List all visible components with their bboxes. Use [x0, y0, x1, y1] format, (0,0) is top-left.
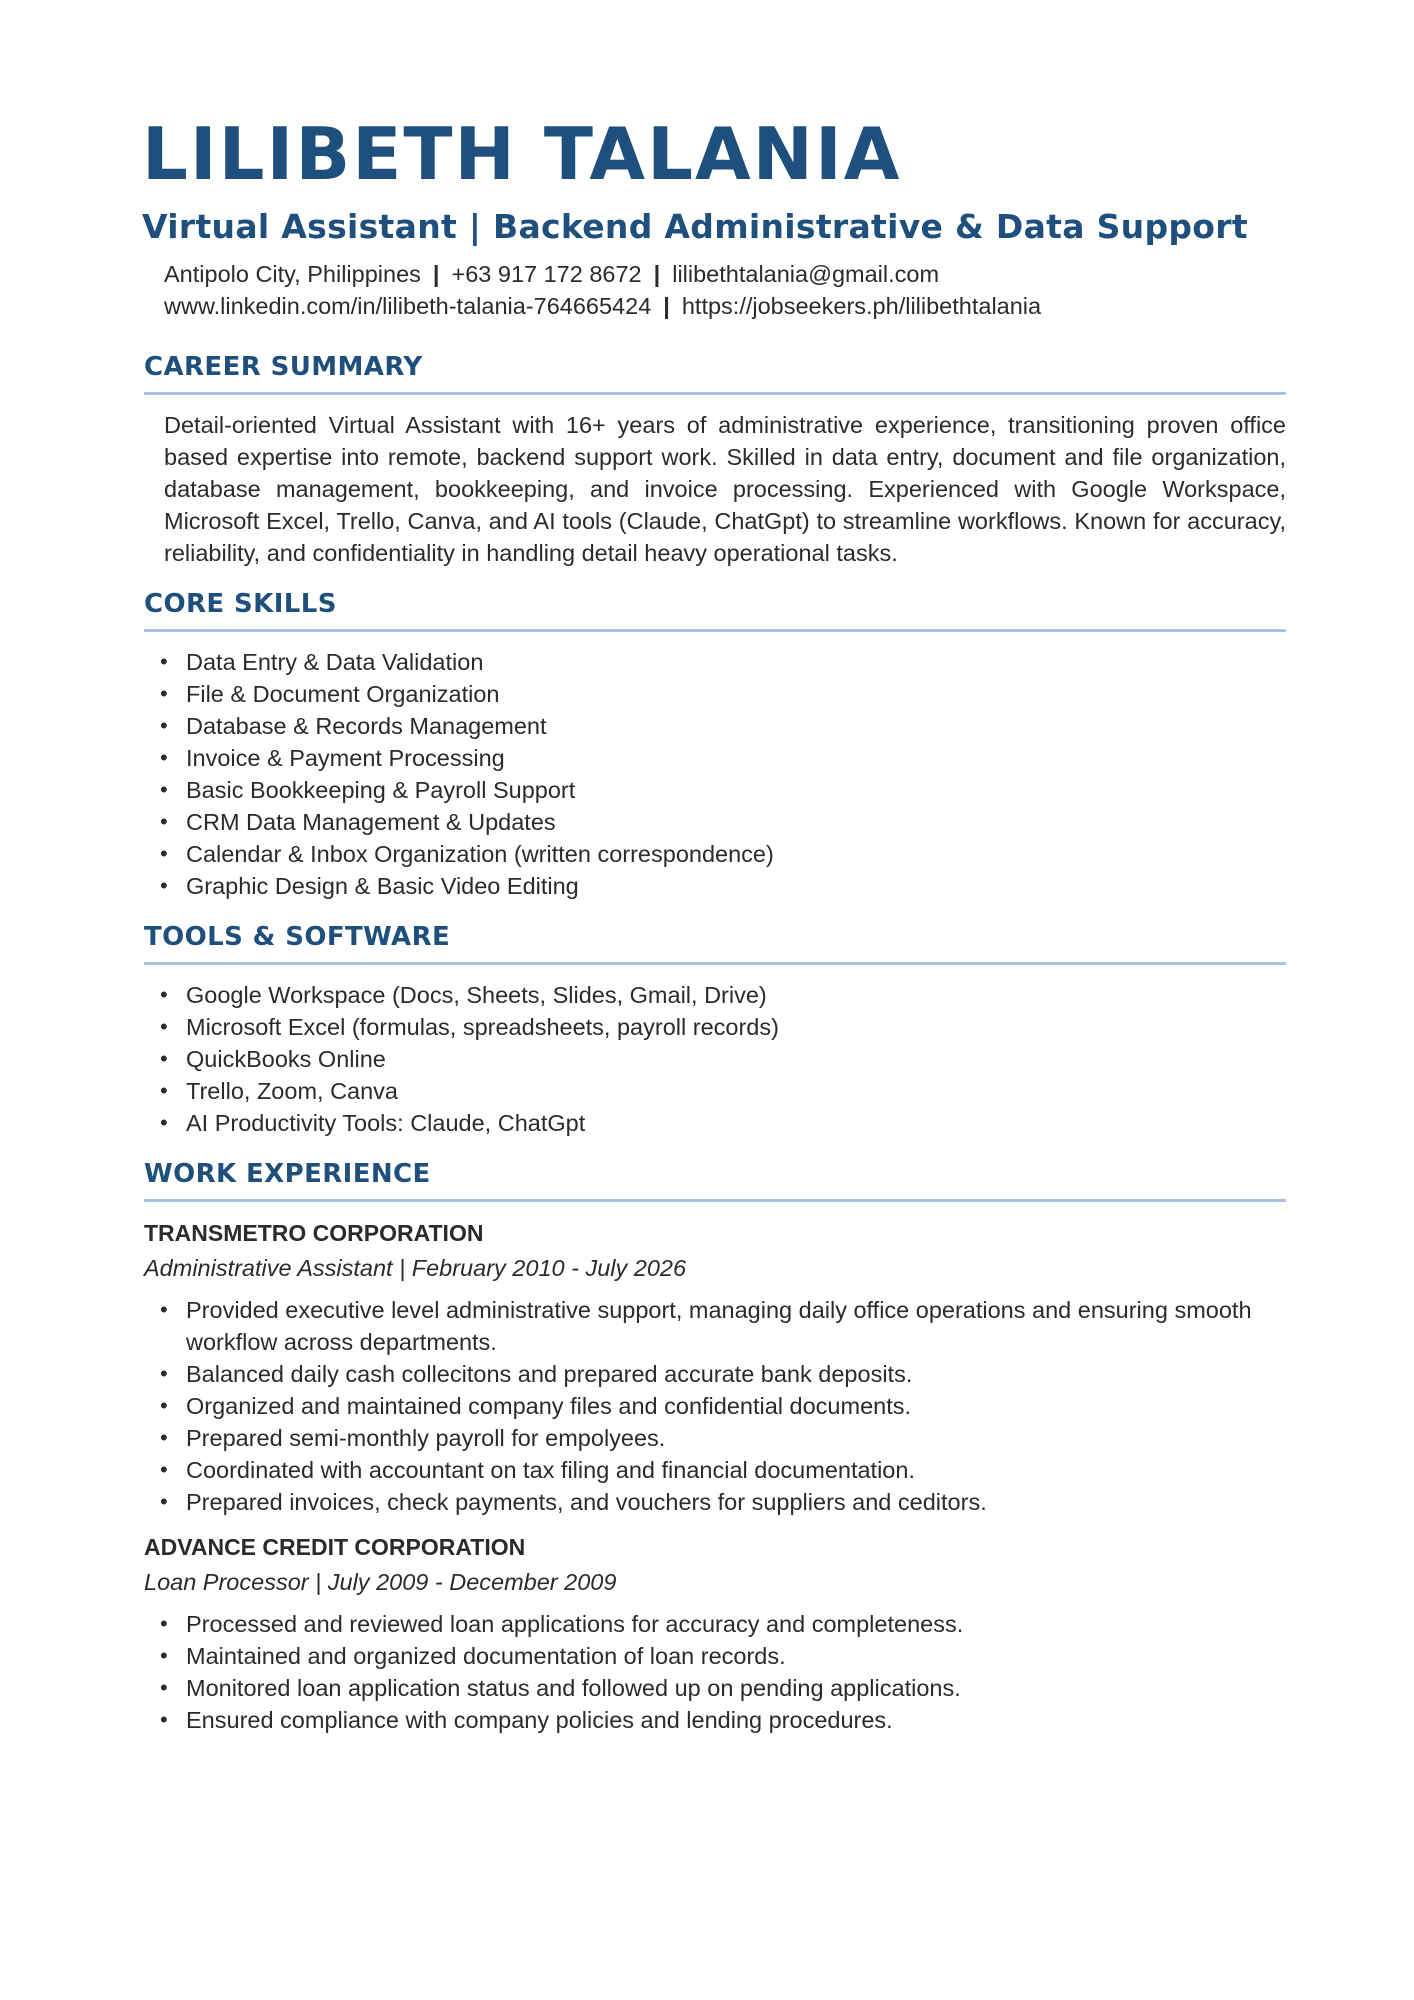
jobseekers-link[interactable]: https://jobseekers.ph/lilibethtalania	[681, 293, 1042, 319]
tools-software-section	[142, 920, 1286, 1139]
tools-list	[142, 979, 1286, 1139]
contact-line-2	[164, 290, 1286, 322]
list-item: • Ensured compliance with company policies and lending procedures.	[160, 1704, 1286, 1736]
list-item: • Coordinated with accountant on tax filing and financial documentation.	[160, 1454, 1286, 1486]
list-item: • Basic Bookkeeping & Payroll Support	[160, 774, 1286, 806]
email-link[interactable]: lilibethtalania@gmail.com	[672, 261, 940, 287]
job-role-dates: Loan Processor | July 2009 - December 2009	[144, 1569, 617, 1595]
core-skills-list	[142, 646, 1286, 902]
contact-separator: |	[663, 293, 670, 319]
list-item: • Calendar & Inbox Organization (written correspondence)	[160, 838, 1286, 870]
list-item: • Balanced daily cash collecitons and prepared accurate bank deposits.	[160, 1358, 1286, 1390]
phone-text: +63 917 172 8672	[451, 261, 642, 287]
section-heading: CORE SKILLS	[144, 589, 337, 619]
list-item: • Processed and reviewed loan applications for accuracy and completeness.	[160, 1608, 1286, 1640]
job-duties-list	[142, 1608, 1286, 1736]
list-item: • Database & Records Management	[160, 710, 1286, 742]
list-item: • Organized and maintained company files and confidential documents.	[160, 1390, 1286, 1422]
list-item: • Prepared invoices, check payments, and vouchers for suppliers and ceditors.	[160, 1486, 1286, 1518]
list-item: • Google Workspace (Docs, Sheets, Slides, Gmail, Drive)	[160, 979, 1286, 1011]
job-role-dates: Administrative Assistant | February 2010 - July 2026	[144, 1255, 687, 1281]
list-item: • Data Entry & Data Validation	[160, 646, 1286, 678]
linkedin-link[interactable]: www.linkedin.com/in/lilibeth-talania-764665424	[164, 293, 652, 319]
section-heading: CAREER SUMMARY	[144, 352, 423, 382]
work-experience-section	[142, 1157, 1286, 1736]
contact-separator: |	[653, 261, 661, 287]
list-item: • Maintained and organized documentation of loan records.	[160, 1640, 1286, 1672]
list-item: • AI Productivity Tools: Claude, ChatGpt	[160, 1107, 1286, 1139]
section-heading: TOOLS & SOFTWARE	[144, 922, 451, 952]
section-divider	[144, 1199, 1286, 1202]
candidate-title: Virtual Assistant | Backend Administrative & Data Support	[142, 207, 1248, 246]
job-entry	[142, 1216, 1286, 1518]
company-name: TRANSMETRO CORPORATION	[144, 1220, 484, 1246]
candidate-name: LILIBETH TALANIA	[142, 112, 902, 196]
section-divider	[144, 392, 1286, 395]
list-item: • Monitored loan application status and followed up on pending applications.	[160, 1672, 1286, 1704]
contact-separator: |	[432, 261, 440, 287]
summary-text: Detail-oriented Virtual Assistant with 16+ years of administrative experience, transitioning proven office based expertise into remote, backend support work. Skilled in data entry, document and file organization, database management, bookkeeping, and invoice processing. Experienced with Google Workspace, Microsoft Excel, Trello, Canva, and AI tools (Claude, ChatGpt) to streamline workflows. Known for accuracy, reliability, and confidentiality in handling detail heavy operational tasks.	[164, 412, 1286, 566]
job-entry	[142, 1530, 1286, 1736]
section-divider	[144, 629, 1286, 632]
contact-line-1	[164, 258, 1286, 290]
location-text: Antipolo City, Philippines	[164, 261, 421, 287]
list-item: • Microsoft Excel (formulas, spreadsheets, payroll records)	[160, 1011, 1286, 1043]
list-item: • Invoice & Payment Processing	[160, 742, 1286, 774]
section-divider	[144, 962, 1286, 965]
core-skills-section	[142, 587, 1286, 902]
job-duties-list	[142, 1294, 1286, 1518]
list-item: • Provided executive level administrative support, managing daily office operations and ensuring smooth workflow across departments.	[160, 1294, 1286, 1358]
company-name: ADVANCE CREDIT CORPORATION	[144, 1534, 526, 1560]
list-item: • Graphic Design & Basic Video Editing	[160, 870, 1286, 902]
list-item: • CRM Data Management & Updates	[160, 806, 1286, 838]
list-item: • Prepared semi-monthly payroll for empolyees.	[160, 1422, 1286, 1454]
contact-info	[164, 258, 1286, 322]
list-item: • QuickBooks Online	[160, 1043, 1286, 1075]
career-summary-section	[142, 350, 1286, 569]
list-item: • Trello, Zoom, Canva	[160, 1075, 1286, 1107]
list-item: • File & Document Organization	[160, 678, 1286, 710]
section-heading: WORK EXPERIENCE	[144, 1159, 431, 1189]
